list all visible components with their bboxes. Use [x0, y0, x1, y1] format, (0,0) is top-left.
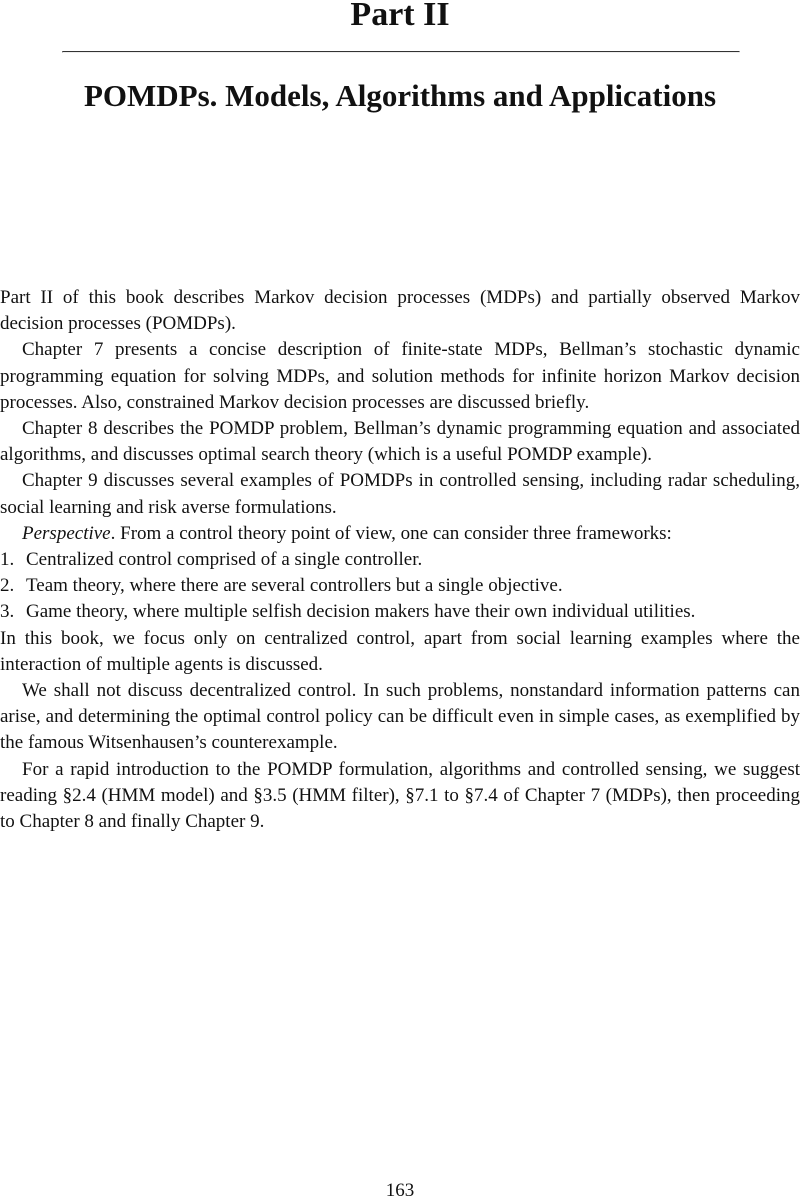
framework-number: 2. — [0, 575, 15, 597]
perspective-paragraph — [0, 521, 800, 547]
framework-text: Centralized control comprised of a single controller. — [26, 549, 423, 571]
framework-item — [0, 573, 800, 599]
reading-paragraph: For a rapid introduction to the POMDP formulation, algorithms and controlled sensing, we suggest reading §2.4 (HMM model) and §3.5 (HMM filter), §7.1 to §7.4 of Chapter 7 (MDPs), then proceeding to Chapter 8 and finally Chapter 9. — [0, 758, 800, 833]
framework-item — [0, 547, 800, 573]
framework-text: Game theory, where multiple selfish decision makers have their own individual utilities. — [26, 601, 696, 623]
framework-number: 3. — [0, 601, 15, 623]
chapter7-paragraph: Chapter 7 presents a concise description of finite-state MDPs, Bellman’s stochastic dynamic programming equation for solving MDPs, and solution methods for infinite horizon Markov decision processes. Also, constrained Markov decision processes are discussed briefly. — [0, 339, 800, 413]
framework-number: 1. — [0, 549, 15, 571]
part-label: Part II — [350, 0, 450, 33]
chapter8-paragraph: Chapter 8 describes the POMDP problem, Bellman’s dynamic programming equation and associated algorithms, and discusses optimal search theory (which is a useful POMDP example). — [0, 418, 800, 466]
page-number: 163 — [385, 1180, 415, 1201]
body-text — [0, 285, 800, 835]
focus-paragraph: In this book, we focus only on centralized control, apart from social learning examples where the interaction of multiple agents is discussed. — [0, 627, 800, 675]
perspective-text: . From a control theory point of view, one can consider three frameworks: — [110, 522, 672, 544]
part-title: POMDPs. Models, Algorithms and Applications — [83, 78, 717, 113]
framework-item — [0, 599, 800, 625]
intro-paragraph: Part II of this book describes Markov decision processes (MDPs) and partially observed Markov decision processes (POMDPs). — [0, 287, 800, 335]
chapter9-paragraph: Chapter 9 discusses several examples of POMDPs in controlled sensing, including radar scheduling, social learning and risk averse formulations. — [0, 470, 800, 518]
framework-text: Team theory, where there are several controllers but a single objective. — [26, 575, 563, 597]
perspective-label: Perspective — [22, 522, 111, 544]
title-divider — [62, 51, 740, 53]
decentralized-paragraph: We shall not discuss decentralized control. In such problems, nonstandard information patterns can arise, and determining the optimal control policy can be difficult even in simple cases, as exemplified by the famous Witsenhausen’s counterexample. — [0, 680, 800, 754]
